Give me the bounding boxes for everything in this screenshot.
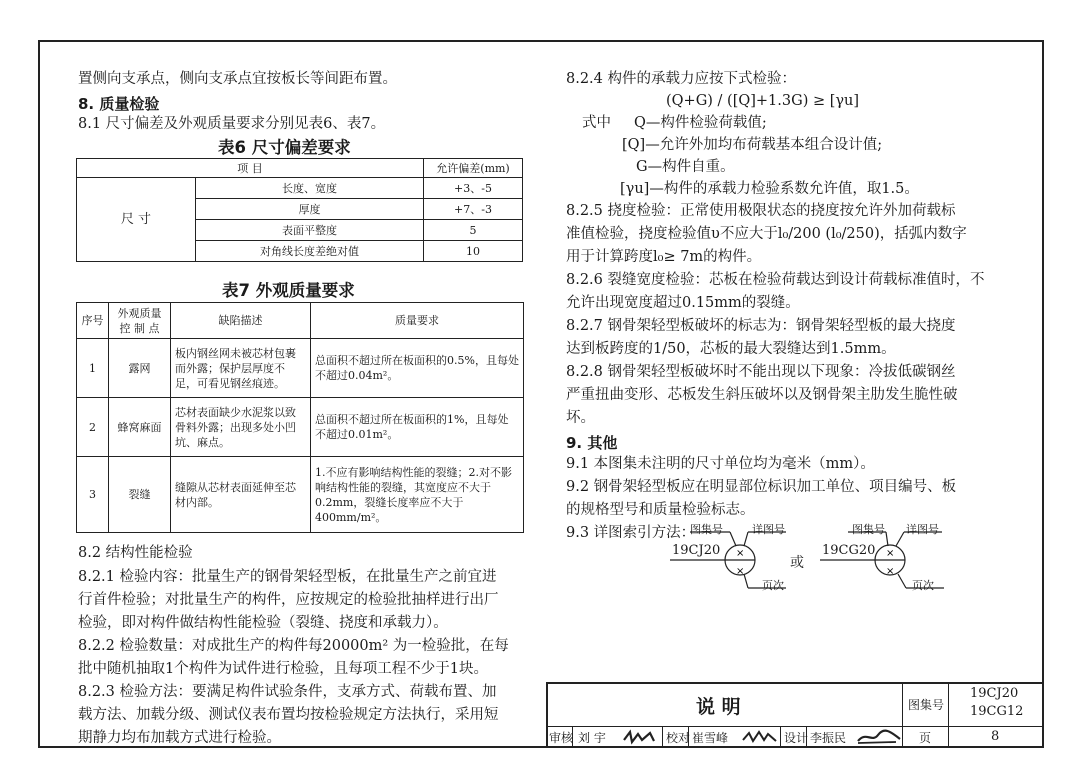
formula: (Q+G) / ([Q]+1.3G) ≥ [γu] — [666, 93, 860, 109]
table7-row-defect: 芯材表面缺少水泥浆以致骨料外露；出现多处小凹坑、麻点。 — [171, 398, 311, 457]
index-right-code: 19CG20 — [822, 543, 876, 558]
review-label: 审核 — [549, 731, 574, 745]
table6-title: 表6 尺寸偏差要求 — [218, 138, 351, 157]
table7-row-req: 总面积不超过所在板面积的0.5%，且每处不超过0.04m²。 — [311, 339, 524, 398]
para-9-3: 9.3 详图索引方法： — [566, 525, 696, 541]
where-item: G—构件自重。 — [636, 159, 735, 175]
table6-row-name: 长度、宽度 — [196, 178, 424, 199]
table6-head-item: 项 目 — [77, 159, 424, 178]
para-8-2-8: 8.2.8 钢骨架轻型板破坏时不能出现以下现象：冷拔低碳钢丝 — [566, 364, 956, 380]
para-8-2-8: 严重扭曲变形、芯板发生斜压破坏以及钢骨架主肋发生脆性破 — [566, 387, 958, 403]
para-8-2-1: 8.2.1 检验内容：批量生产的钢骨架轻型板，在批量生产之前宜进 — [78, 569, 497, 585]
section-9-heading: 9. 其他 — [566, 434, 618, 452]
table7-row-no: 3 — [77, 457, 109, 533]
table6-row-name: 对角线长度差绝对值 — [196, 241, 424, 262]
para-8-2-1: 检验，即对构件做结构性能检验（裂缝、挠度和承载力）。 — [78, 615, 448, 631]
index-or: 或 — [790, 555, 804, 571]
table6-row-name: 表面平整度 — [196, 220, 424, 241]
para-9-2: 9.2 钢骨架轻型板应在明显部位标识加工单位、项目编号、板 — [566, 479, 957, 495]
design-label: 设计 — [784, 731, 809, 745]
index-cross: × — [736, 548, 745, 559]
where-item: [Q]—允许外加均布荷载基本组合设计值; — [622, 137, 883, 153]
table7-head-no: 序号 — [77, 303, 109, 339]
para-8-2-6: 允许出现宽度超过0.15mm的裂缝。 — [566, 295, 800, 311]
designer-signature — [856, 727, 902, 746]
table7-row-defect: 板内钢丝网未被芯材包裹而外露；保护层厚度不足，可看见钢丝痕迹。 — [171, 339, 311, 398]
table7-row-ctrl: 露网 — [109, 339, 171, 398]
para-8-2-7: 8.2.7 钢骨架轻型板破坏的标志为：钢骨架轻型板的最大挠度 — [566, 318, 956, 334]
table6-group: 尺 寸 — [77, 178, 196, 262]
page-number: 8 — [991, 729, 1000, 744]
check-label: 校对 — [666, 731, 691, 745]
where-label: 式中 — [582, 115, 611, 131]
checker-signature — [740, 728, 780, 746]
table7-head-ctrl: 外观质量控 制 点 — [109, 303, 171, 339]
sheet-title: 说 明 — [696, 696, 741, 718]
para-8-2-3: 8.2.3 检验方法：要满足构件试验条件，支承方式、荷载布置、加 — [78, 684, 497, 700]
index-atlas-label: 图集号 — [690, 523, 723, 536]
atlas-number: 19CJ20 — [970, 686, 1019, 701]
para-8-2-3: 载方法、加载分级、测试仪表布置均按检验规定方法执行，采用短 — [78, 707, 499, 723]
index-detail-label: 详图号 — [906, 523, 939, 536]
para-9-1: 9.1 本图集未注明的尺寸单位均为毫米（mm）。 — [566, 456, 875, 472]
checker-name: 崔雪峰 — [692, 731, 729, 745]
table7-row-defect: 缝隙从芯材表面延伸至芯材内部。 — [171, 457, 311, 533]
para-8-1: 8.1 尺寸偏差及外观质量要求分别见表6、表7。 — [78, 116, 386, 132]
intro-line: 置侧向支承点，侧向支承点宜按板长等间距布置。 — [78, 71, 397, 87]
para-8-2-3: 期静力均布加载方式进行检验。 — [78, 730, 281, 746]
index-cross: × — [886, 566, 895, 577]
para-8-2-5: 准值检验，挠度检验值υ不应大于l₀/200 (l₀/250)，括弧内数字 — [566, 226, 967, 242]
para-8-2-1: 行首件检验；对批量生产的构件，应按规定的检验批抽样进行出厂 — [78, 592, 499, 608]
index-page-label: 页次 — [762, 579, 784, 592]
table6 — [76, 158, 523, 262]
para-9-2: 的规格型号和质量检验标志。 — [566, 502, 755, 518]
table6-row-val: 10 — [424, 241, 523, 262]
where-item: Q—构件检验荷载值; — [634, 115, 767, 131]
title-block — [546, 682, 1042, 746]
table7-row-req: 1.不应有影响结构性能的裂缝；2.对不影响结构性能的裂缝，其宽度应不大于0.2mm，裂缝长度率应不大于400mm/m²。 — [311, 457, 524, 533]
table7-row-no: 1 — [77, 339, 109, 398]
table7-head-req: 质量要求 — [311, 303, 524, 339]
table7 — [76, 302, 524, 533]
para-8-2-6: 8.2.6 裂缝宽度检验：芯板在检验荷载达到设计荷载标准值时，不 — [566, 272, 985, 288]
table6-row-val: 5 — [424, 220, 523, 241]
para-8-2-4: 8.2.4 构件的承载力应按下式检验： — [566, 71, 797, 87]
index-left-code: 19CJ20 — [672, 543, 721, 558]
table6-row-val: +7、-3 — [424, 199, 523, 220]
table7-title: 表7 外观质量要求 — [222, 281, 355, 300]
table6-row-name: 厚度 — [196, 199, 424, 220]
atlas-label: 图集号 — [908, 698, 945, 712]
para-8-2-5: 用于计算跨度l₀≥ 7m的构件。 — [566, 249, 762, 265]
table6-row-val: +3、-5 — [424, 178, 523, 199]
table7-row-req: 总面积不超过所在板面积的1%，且每处不超过0.01m²。 — [311, 398, 524, 457]
para-8-2-2: 8.2.2 检验数量：对成批生产的构件每20000m² 为一检验批，在每 — [78, 638, 509, 654]
designer-name: 李振民 — [810, 731, 847, 745]
para-8-2-2: 批中随机抽取1个构件为试件进行检验，且每项工程不少于1块。 — [78, 661, 488, 677]
index-page-label: 页次 — [912, 579, 934, 592]
where-item: [γu]—构件的承载力检验系数允许值，取1.5。 — [620, 181, 919, 197]
table7-head-defect: 缺陷描述 — [171, 303, 311, 339]
para-8-2-8: 坏。 — [566, 410, 595, 426]
reviewer-name: 刘 宇 — [578, 731, 606, 745]
para-8-2-5: 8.2.5 挠度检验：正常使用极限状态的挠度按允许外加荷载标 — [566, 203, 956, 219]
index-cross: × — [886, 548, 895, 559]
page-label: 页 — [919, 731, 932, 745]
table7-row-ctrl: 蜂窝麻面 — [109, 398, 171, 457]
index-cross: × — [736, 566, 745, 577]
index-atlas-label: 图集号 — [852, 523, 885, 536]
para-8-2-7: 达到板跨度的1/50，芯板的最大裂缝达到1.5mm。 — [566, 341, 896, 357]
section-8-heading: 8. 质量检验 — [78, 95, 160, 113]
index-detail-label: 详图号 — [752, 523, 785, 536]
reviewer-signature — [620, 728, 660, 746]
table7-row-no: 2 — [77, 398, 109, 457]
table7-row-ctrl: 裂缝 — [109, 457, 171, 533]
atlas-number: 19CG12 — [970, 704, 1024, 719]
table6-head-tol: 允许偏差(mm) — [424, 159, 523, 178]
para-8-2-heading: 8.2 结构性能检验 — [78, 545, 193, 561]
